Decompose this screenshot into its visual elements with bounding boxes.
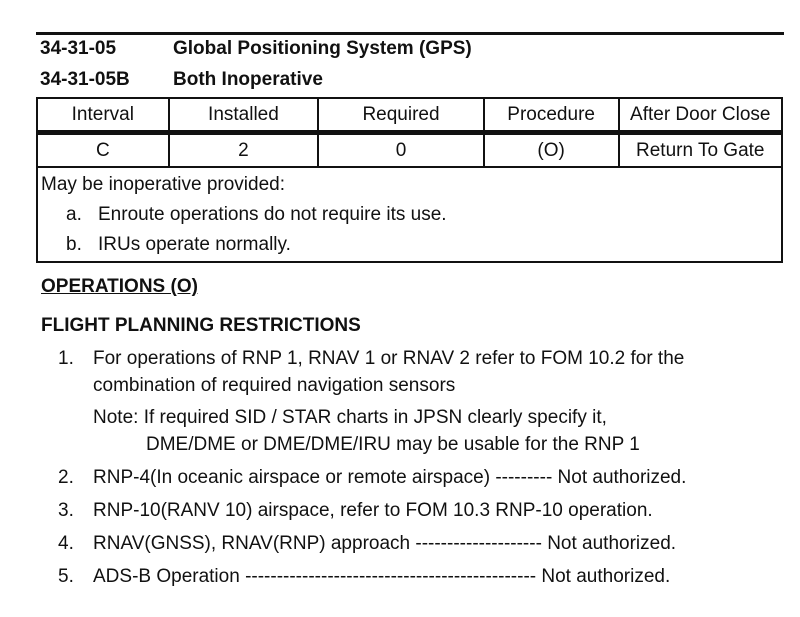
provisos-box <box>36 166 783 263</box>
restriction-item <box>58 500 653 522</box>
cell-required: 0 <box>318 133 484 168</box>
item-title: Both Inoperative <box>173 69 323 90</box>
item-note-continuation: DME/DME or DME/DME/IRU may be usable for the RNP 1 <box>146 434 640 455</box>
proviso-label: b. <box>66 234 82 255</box>
item-number: 1. <box>58 348 74 369</box>
proviso-text: Enroute operations do not require its use. <box>98 204 447 225</box>
item-code: 34-31-05B <box>40 69 130 90</box>
provisos-lead: May be inoperative provided: <box>41 174 285 195</box>
cell-interval: C <box>37 133 169 168</box>
col-required: Required <box>318 98 484 133</box>
restriction-item <box>58 467 686 489</box>
top-rule <box>36 32 784 35</box>
col-after-door-close: After Door Close <box>619 98 782 133</box>
item-text: RNP-10(RANV 10) airspace, refer to FOM 10.3 RNP-10 operation. <box>93 500 653 521</box>
item-note: Note: If required SID / STAR charts in JPSN clearly specify it, <box>93 407 607 428</box>
item-number: 2. <box>58 467 74 488</box>
item-text: RNAV(GNSS), RNAV(RNP) approach -------------------- Not authorized. <box>93 533 677 554</box>
restriction-item <box>58 566 670 588</box>
section-code: 34-31-05 <box>40 38 117 59</box>
col-installed: Installed <box>169 98 319 133</box>
cell-procedure: (O) <box>484 133 619 168</box>
operations-title: OPERATIONS (O) <box>41 276 198 297</box>
restriction-item <box>58 348 684 370</box>
item-text: ADS-B Operation ---------------------------------------------- Not authorized. <box>93 566 671 587</box>
item-number: 3. <box>58 500 74 521</box>
cell-after-door-close: Return To Gate <box>619 133 782 168</box>
item-header <box>40 69 323 91</box>
col-procedure: Procedure <box>484 98 619 133</box>
item-number: 4. <box>58 533 74 554</box>
proviso-text: IRUs operate normally. <box>98 234 291 255</box>
item-text: RNP-4(In oceanic airspace or remote airspace) --------- Not authorized. <box>93 467 687 488</box>
mel-table <box>36 97 783 168</box>
table-row <box>37 133 782 168</box>
proviso-item <box>66 204 447 226</box>
table-header-row <box>37 98 782 133</box>
item-text: For operations of RNP 1, RNAV 1 or RNAV 2 refer to FOM 10.2 for the <box>93 348 685 369</box>
flight-planning-restrictions-title: FLIGHT PLANNING RESTRICTIONS <box>41 315 361 336</box>
section-header <box>40 38 472 60</box>
item-continuation: combination of required navigation sensors <box>93 375 456 396</box>
section-title: Global Positioning System (GPS) <box>173 38 472 59</box>
cell-installed: 2 <box>169 133 319 168</box>
restriction-item <box>58 533 676 555</box>
proviso-label: a. <box>66 204 82 225</box>
item-number: 5. <box>58 566 74 587</box>
col-interval: Interval <box>37 98 169 133</box>
proviso-item <box>66 234 291 256</box>
